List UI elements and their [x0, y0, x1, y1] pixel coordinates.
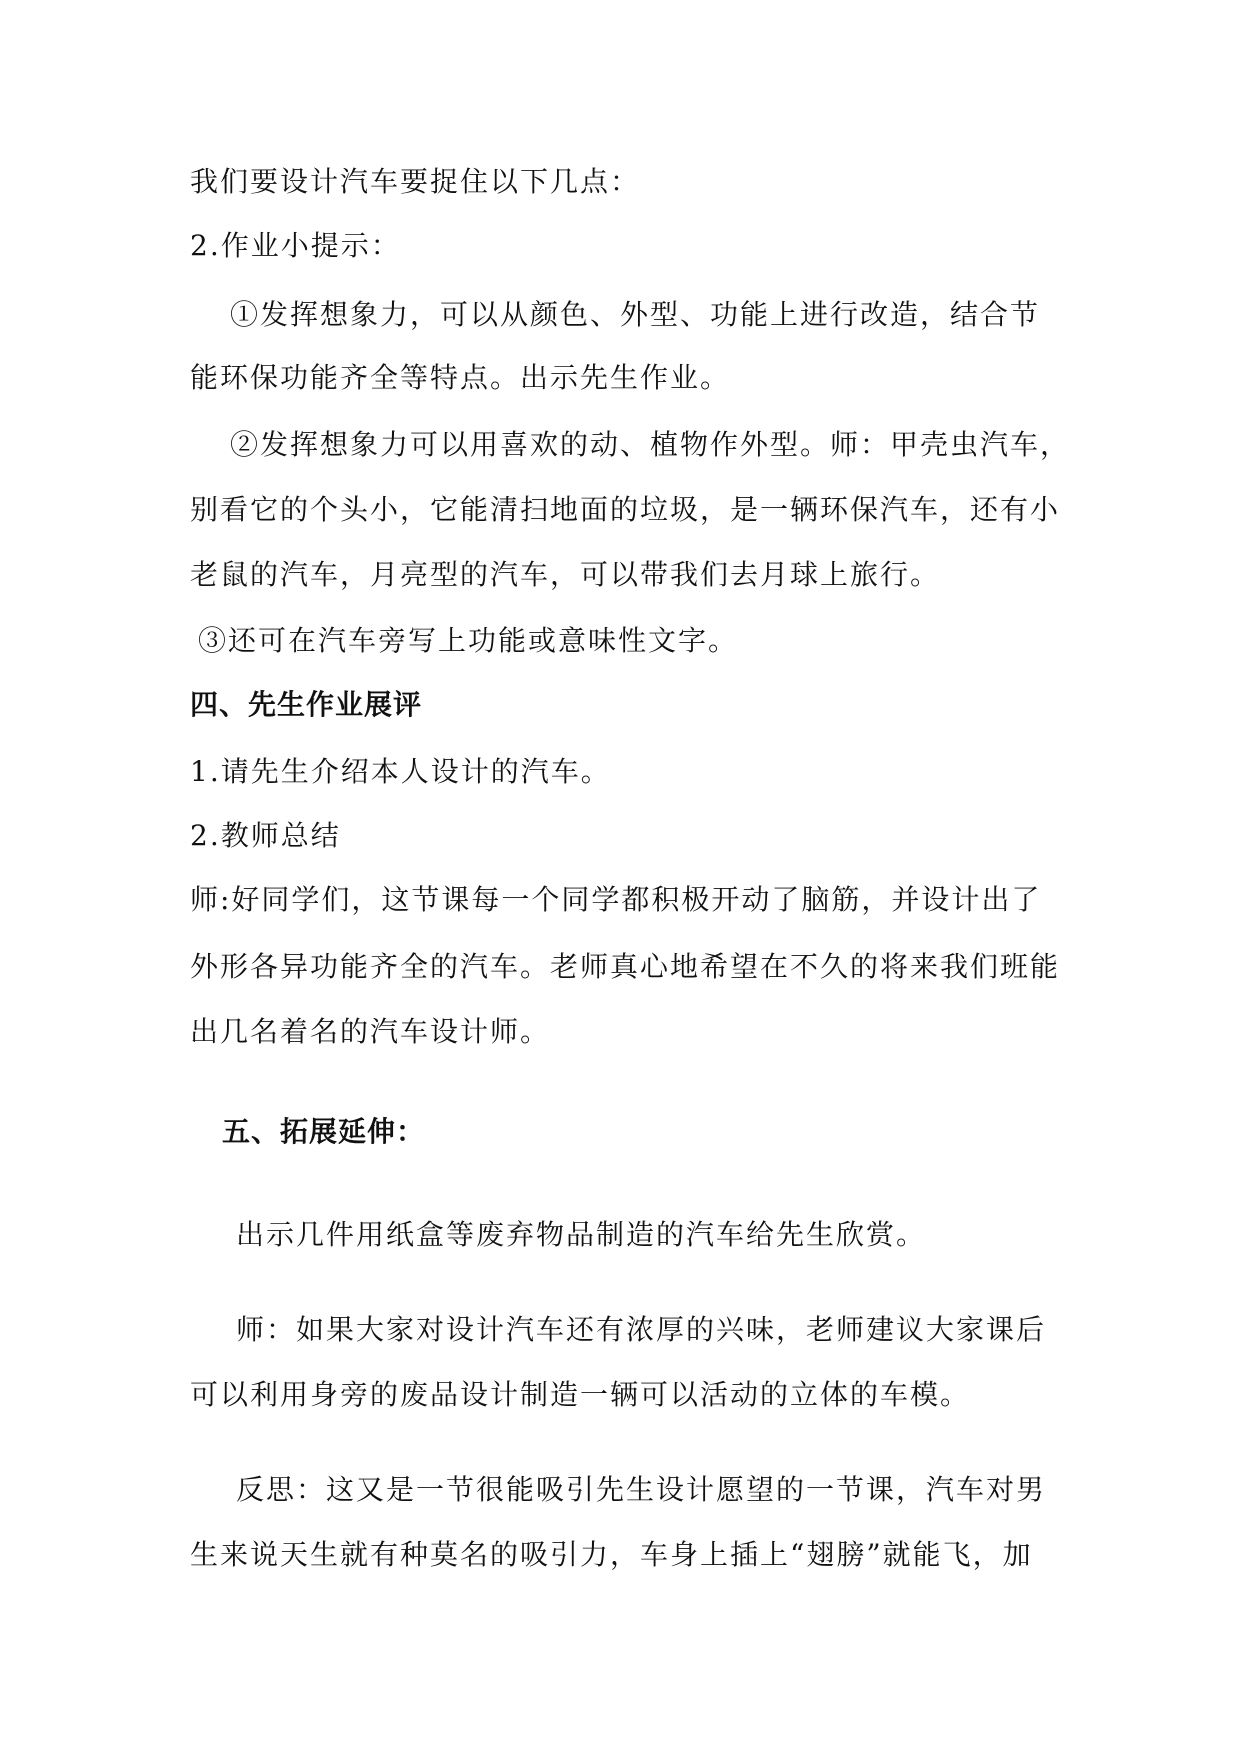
paragraph-line: ②发挥想象力可以用喜欢的动、植物作外型。师：甲壳虫汽车，: [230, 428, 1071, 461]
paragraph-line: 可以利用身旁的废品设计制造一辆可以活动的立体的车模。: [190, 1378, 971, 1411]
section-heading: 五、拓展延伸：: [222, 1115, 426, 1148]
paragraph-line: 师:好同学们，这节课每一个同学都积极开动了脑筋，并设计出了: [190, 883, 1042, 916]
paragraph-line: 出几名着名的汽车设计师。: [190, 1015, 551, 1048]
paragraph-line: ③还可在汽车旁写上功能或意味性文字。: [198, 624, 739, 657]
paragraph-line: 老鼠的汽车，月亮型的汽车，可以带我们去月球上旅行。: [190, 558, 941, 591]
paragraph-line: 师：如果大家对设计汽车还有浓厚的兴味，老师建议大家课后: [236, 1313, 1047, 1346]
paragraph-line: 外形各异功能齐全的汽车。老师真心地希望在不久的将来我们班能: [190, 950, 1061, 983]
section-heading: 四、先生作业展评: [190, 688, 423, 721]
paragraph-line: 生来说天生就有种莫名的吸引力，车身上插上“翅膀”就能飞，加: [190, 1538, 1033, 1571]
paragraph-line: ①发挥想象力，可以从颜色、外型、功能上进行改造，结合节: [230, 298, 1041, 331]
paragraph-line: 2.教师总结: [190, 819, 341, 852]
paragraph-line: 2.作业小提示：: [190, 229, 401, 262]
paragraph-line: 能环保功能齐全等特点。出示先生作业。: [190, 361, 731, 394]
paragraph-line: 1.请先生介绍本人设计的汽车。: [190, 755, 611, 788]
paragraph-line: 别看它的个头小，它能清扫地面的垃圾，是一辆环保汽车，还有小: [190, 493, 1061, 526]
paragraph-line: 我们要设计汽车要捉住以下几点：: [190, 165, 641, 198]
paragraph-line: 反思：这又是一节很能吸引先生设计愿望的一节课，汽车对男: [236, 1473, 1047, 1506]
paragraph-line: 出示几件用纸盒等废弃物品制造的汽车给先生欣赏。: [236, 1218, 927, 1251]
